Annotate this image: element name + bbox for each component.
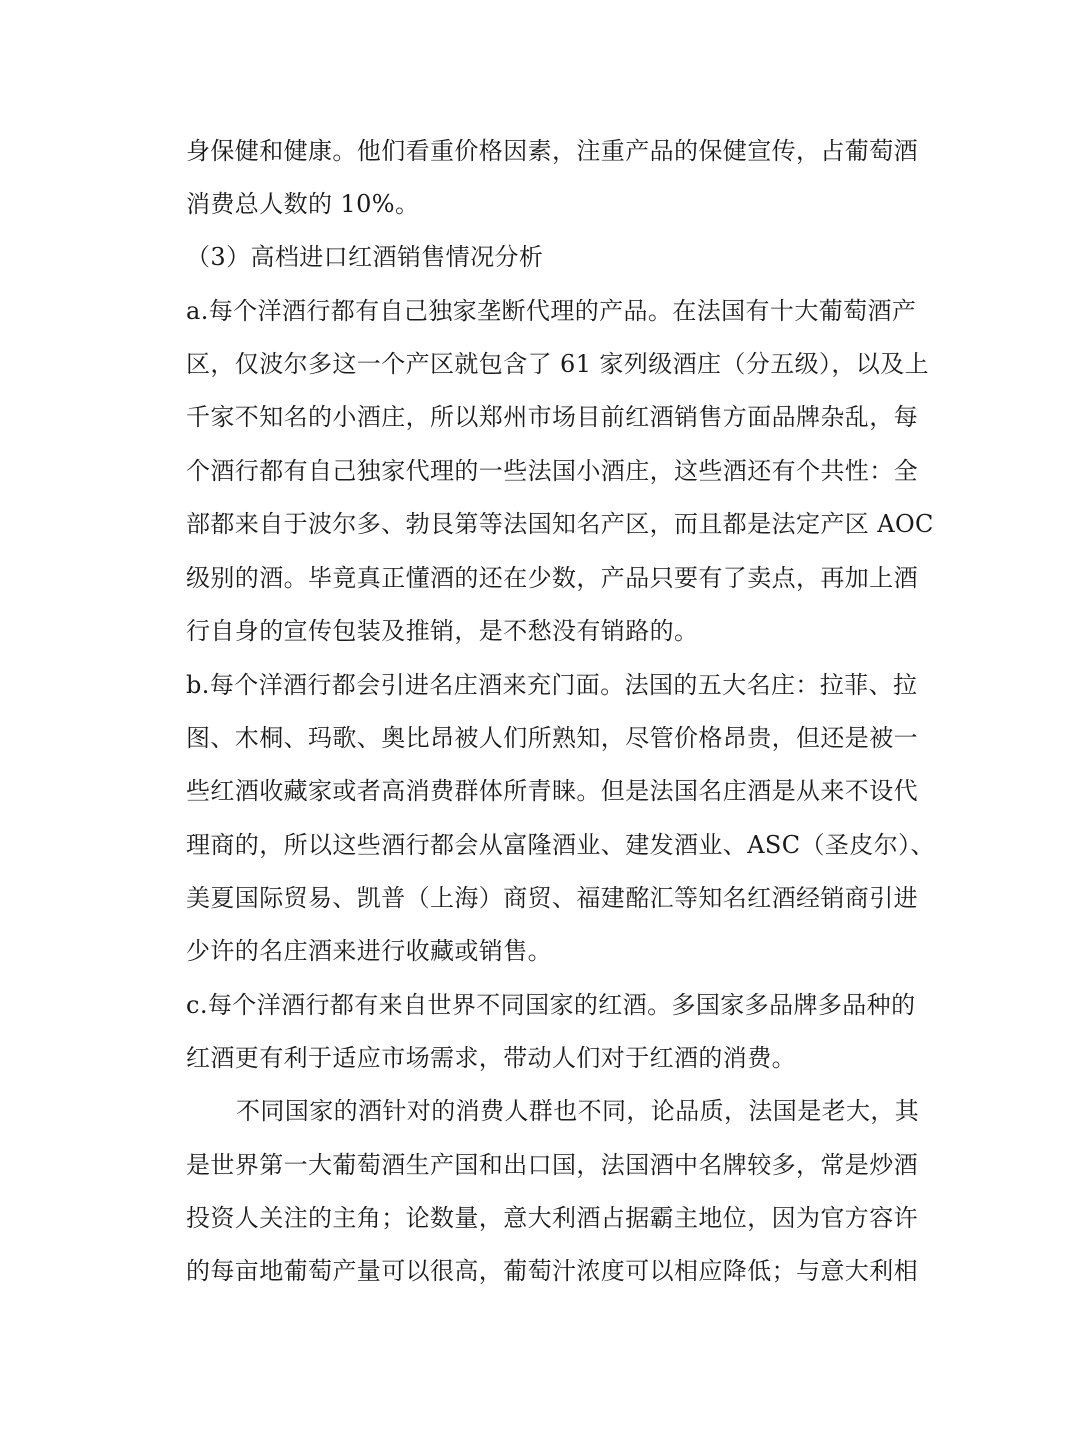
body-text-line: 的每亩地葡萄产量可以很高，葡萄汁浓度可以相应降低；与意大利相 [186,1257,918,1285]
body-text-line: 美夏国际贸易、凯普（上海）商贸、福建酩汇等知名红酒经销商引进 [186,884,918,912]
body-text-line: 身保健和健康。他们看重价格因素，注重产品的保健宣传，占葡萄酒 [186,137,918,165]
body-text-line: 理商的，所以这些酒行都会从富隆酒业、建发酒业、ASC（圣皮尔）、 [186,831,935,859]
body-text-line: 红酒更有利于适应市场需求，带动人们对于红酒的消费。 [186,1044,796,1072]
body-text-line: c.每个洋酒行都有来自世界不同国家的红酒。多国家多品牌多品种的 [186,991,916,1019]
body-text-line: 行自身的宣传包装及推销，是不愁没有销路的。 [186,617,699,645]
body-text-line: 千家不知名的小酒庄，所以郑州市场目前红酒销售方面品牌杂乱，每 [186,403,918,431]
body-text-line: 图、木桐、玛歌、奥比昂被人们所熟知，尽管价格昂贵，但还是被一 [186,724,918,752]
body-text-line: 区，仅波尔多这一个产区就包含了 61 家列级酒庄（分五级），以及上 [186,350,929,378]
body-text-line: 消费总人数的 10%。 [186,190,420,218]
body-text-line: 投资人关注的主角；论数量，意大利酒占据霸主地位，因为官方容许 [186,1204,918,1232]
body-text-line: b.每个洋酒行都会引进名庄酒来充门面。法国的五大名庄：拉菲、拉 [186,671,918,699]
section-heading: （3）高档进口红酒销售情况分析 [186,243,544,271]
body-text-line: 级别的酒。毕竟真正懂酒的还在少数，产品只要有了卖点，再加上酒 [186,564,918,592]
body-text-line: a.每个洋酒行都有自己独家垄断代理的产品。在法国有十大葡萄酒产 [186,297,917,325]
body-text-line: 部都来自于波尔多、勃艮第等法国知名产区，而且都是法定产区 AOC [186,510,934,538]
body-text-line: 不同国家的酒针对的消费人群也不同，论品质，法国是老大，其 [236,1097,920,1125]
body-text-line: 些红酒收藏家或者高消费群体所青睐。但是法国名庄酒是从来不设代 [186,777,918,805]
body-text-line: 个酒行都有自己独家代理的一些法国小酒庄，这些酒还有个共性：全 [186,457,918,485]
body-text-line: 是世界第一大葡萄酒生产国和出口国，法国酒中名牌较多，常是炒酒 [186,1151,918,1179]
body-text-line: 少许的名庄酒来进行收藏或销售。 [186,937,552,965]
